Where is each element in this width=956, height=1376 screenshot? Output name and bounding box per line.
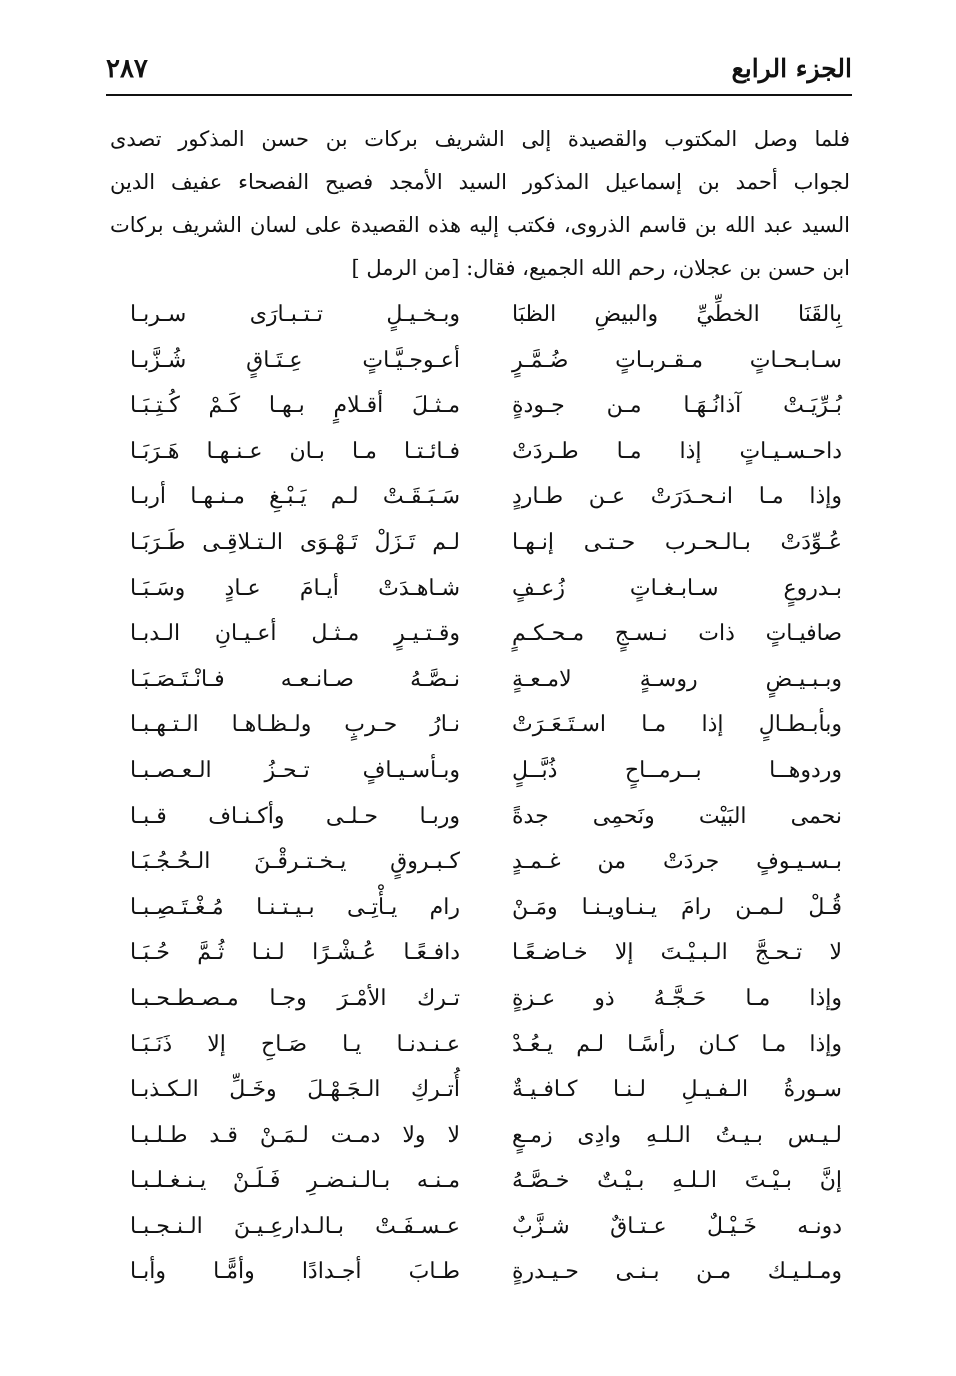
intro-line: فلما وصل المكتوب والقصيدة إلى الشريف بركات بن حسن المذكور تصدى: [110, 127, 850, 151]
verse: [130, 393, 842, 439]
verse: [130, 576, 842, 622]
verse-second-hemistich: نـارُ حـربٍ ولـظـاهـا الـتـهـبـا: [130, 712, 460, 738]
verse-second-hemistich: مـثـلَ أقـلامٍ بـهـا كَـمْ كُـتِـبَـا: [130, 393, 460, 419]
verse-first-hemistich: سـورةُ الـفـيـلِ لـنـا كـافـيـةٌ: [512, 1077, 842, 1103]
running-head: الجزء الرابع: [731, 54, 852, 83]
verse: [130, 986, 842, 1032]
verse-first-hemistich: قُـلْ لـمـن رامَ يـنـاويـنـا ومَـنْ: [512, 894, 842, 920]
verse-first-hemistich: عُـوِّدَتْ بـالـحـرب حـتـى إنـهـا: [512, 529, 842, 555]
verse: [130, 302, 842, 348]
verse-second-hemistich: لا ولا دمـت لـمَـنْ قـد طـلـبـا: [130, 1122, 460, 1148]
verse: [130, 758, 842, 804]
verse-first-hemistich: وإذا مـا كـان رأسًـا لـم يـعُـدْ: [512, 1031, 842, 1057]
verse: [130, 348, 842, 394]
intro-line: ابن حسن بن عجلان، رحم الله الجميع، فقال: [من الرمل ]: [351, 256, 850, 280]
verse: [130, 940, 842, 986]
verse: [130, 621, 842, 667]
verse-first-hemistich: وبأبـطـالٍ إذا مـا اسـتَـعَـرَتْ: [512, 712, 842, 738]
intro-line: السيد عبد الله بن قاسم الذروى، فكتب إليه هذه القصيدة على لسان الشريف بركات: [110, 213, 850, 237]
verse: [130, 1123, 842, 1169]
verse-first-hemistich: بـسـيـوفٍ جردَتْ من غـمـدٍ: [512, 849, 842, 875]
verse-first-hemistich: وإذا مـا حَـجَّـهُ ذو عـزةٍ: [512, 985, 842, 1011]
verse: [130, 667, 842, 713]
verse-first-hemistich: صافيـاتٍ ذات نـسـجٍ مـحـكـمٍ: [512, 621, 842, 647]
poem: [130, 302, 842, 1305]
verse-first-hemistich: ومـلـيـك مـن بـنـى حـيـدرةٍ: [512, 1259, 842, 1285]
verse-second-hemistich: سَـبَـقَـتْ لـم يَـبْـغِ مـنـهـا أربـا: [130, 484, 460, 510]
verse: [130, 439, 842, 485]
verse-second-hemistich: أُتـركِ الـجَـهْـلَ وخَـلِّ الـكـذبـا: [130, 1077, 460, 1103]
verse: [130, 712, 842, 758]
intro-line: لجواب أحمد بن إسماعيل المذكور السيد الأمجد فصيح الفصحاء عفيف الدين: [110, 170, 850, 194]
verse-second-hemistich: لـم تَـزَلْ تَـهْـوَى الـتـلاقِـى طَـرَبَـا: [130, 529, 460, 555]
verse-second-hemistich: فـائـتـا مـا بـان عـنـهـا هَـرَبَـا: [130, 438, 460, 464]
verse-first-hemistich: سـابـحـاتٍ مـقـربـاتٍ ضُـمَّـرٍ: [512, 347, 842, 373]
verse: [130, 895, 842, 941]
verse-second-hemistich: طـابَ أجـدادًا وأمًّـا وأبـا: [130, 1259, 460, 1285]
verse-first-hemistich: وإذا مـا انـحـدَرَتْ عـن طـاردٍ: [512, 484, 842, 510]
verse-first-hemistich: داحـسـيـاتٍ إذا مـا طـردَتْ: [512, 438, 842, 464]
verse-first-hemistich: وردوهــا بــرمــاحٍ ذُبَّــلٍ: [512, 757, 842, 783]
verse-first-hemistich: بِالقَنَا الخطِّيِّ والبيضِ الظبَا: [512, 302, 842, 327]
verse-first-hemistich: إنَّ بـيْـتَ الـلـهِ بـيْـتٌ خـصَّـهُ: [512, 1168, 842, 1194]
verse: [130, 804, 842, 850]
verse-second-hemistich: وربـا حـلـى وأكـنـاف قـبـا: [130, 803, 460, 829]
verse-second-hemistich: عـسـفَـتْ بـالـدارعِـيـنَ الـنـجـبـا: [130, 1213, 460, 1239]
verse: [130, 530, 842, 576]
verse-first-hemistich: بُـرِّيَـتْ آذانُـهَـا مـن جـودةٍ: [512, 393, 842, 419]
verse: [130, 1214, 842, 1260]
verse-first-hemistich: دونـه خَـيْـلٌ عـتـاقٌ شـزَّبٌ: [512, 1213, 842, 1239]
verse-second-hemistich: كـبـروقٍ يـخـتـرقْـنَ الـحُـجُـبَـا: [130, 849, 460, 875]
verse: [130, 849, 842, 895]
verse-first-hemistich: لا تـحـجَّ الـبـيْـتَ إلا خـاضـعًـا: [512, 940, 842, 966]
intro-paragraph: [110, 118, 850, 290]
verse-second-hemistich: وقـتـيـرٍ مـثـل أعـيـانِ الـدبـا: [130, 621, 460, 647]
page-header: [106, 50, 852, 96]
verse-first-hemistich: وبـبـيـضٍ روسـةٍ لامـعـةٍ: [512, 666, 842, 692]
verse: [130, 1168, 842, 1214]
verse-first-hemistich: لـيـس بـيـتُ الـلـهِ وادِى زمـعٍ: [512, 1122, 842, 1148]
verse-second-hemistich: عـنـدنـا يـا صَـاحِ إلا ذَنَـبَـا: [130, 1031, 460, 1057]
verse-second-hemistich: دافـعًـا عُـشْـرًا لـنـا ثُـمَّ حُـبَـا: [130, 940, 460, 966]
verse: [130, 1259, 842, 1305]
verse: [130, 1032, 842, 1078]
verse-second-hemistich: وبـأسـيـافٍ تـحـزُ الـعـصـبـا: [130, 757, 460, 783]
verse: [130, 484, 842, 530]
verse-second-hemistich: مـنـه بـالـنـضـرِ فَـلَـنْ يـنـغـلـبـا: [130, 1168, 460, 1194]
verse-second-hemistich: نـصَّـهُ صـانـعـه فـانْـتَـصَـبَـا: [130, 666, 460, 692]
verse-second-hemistich: تـرك الأمْـرَ وجـا مـصـطـحـبـا: [130, 985, 460, 1011]
verse-second-hemistich: وبـخـيـلٍ تـتـبـارَى سـربـا: [130, 302, 460, 327]
verse-first-hemistich: نحمى البَيْت ونَحمِى جدةً: [512, 803, 842, 829]
verse: [130, 1077, 842, 1123]
verse-second-hemistich: رام يـأْتِـى بـيـتـنـا مُـغْـتَـصِـبـا: [130, 894, 460, 920]
verse-second-hemistich: شـاهـدَتْ أيـامَ عـادٍ وسَـبَـا: [130, 575, 460, 601]
page-number: ٢٨٧: [106, 54, 148, 84]
verse-second-hemistich: أعـوجـيَّـاتٍ عِـتَـاقٍ شُـزَّبـا: [130, 347, 460, 373]
verse-first-hemistich: بـدروعٍ سـابـغـاتٍ زُعـفٍ: [512, 575, 842, 601]
